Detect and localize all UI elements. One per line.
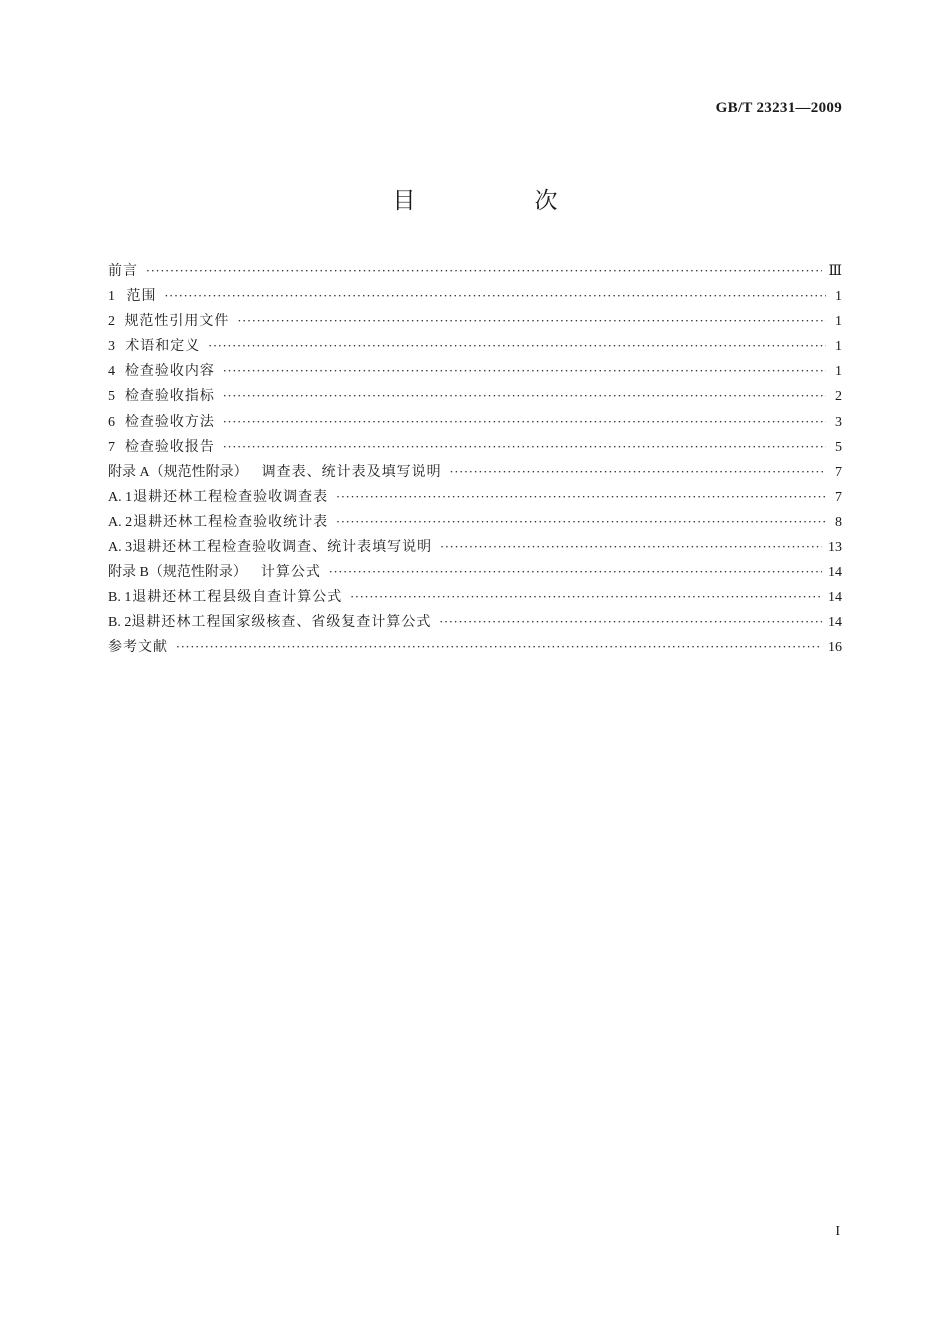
toc-entry-number: 2 [108,314,115,330]
toc-entry-page: 1 [835,364,842,380]
toc-leader-dots [223,384,826,409]
toc-leader-dots [223,435,826,460]
document-code: GB/T 23231—2009 [715,100,842,116]
toc-entry[interactable] [108,410,842,435]
toc-leader-dots [329,560,822,585]
toc-entry[interactable] [108,635,842,660]
toc-entry-page: Ⅲ [828,264,842,279]
toc-leader-dots [440,535,822,560]
toc-entry-label: 参考文献 [108,639,168,656]
toc-entry[interactable] [108,334,842,359]
page-title: 目 次 [392,188,606,214]
toc-entry-page: 5 [835,439,842,455]
toc-entry[interactable] [108,485,842,510]
toc-leader-dots [350,585,822,610]
toc-entry[interactable] [108,384,842,409]
toc-entry-label: 检查验收方法 [124,413,215,430]
toc-leader-dots [223,359,826,384]
toc-entry-page: 16 [828,640,842,656]
table-of-contents [108,259,842,661]
toc-entry[interactable] [108,460,842,485]
toc-entry-number: A. 2 [108,514,133,530]
toc-entry-page: 14 [828,615,842,631]
toc-entry[interactable] [108,585,842,610]
toc-entry-label: 退耕还林工程县级自查计算公式 [132,589,343,606]
toc-entry-page: 1 [835,314,842,330]
toc-entry-page: 2 [835,389,842,405]
toc-entry-label: 前言 [108,263,138,279]
toc-entry-page: 1 [835,339,842,355]
toc-entry-page: 7 [835,464,842,480]
toc-entry[interactable] [108,510,842,535]
toc-leader-dots [336,485,826,510]
toc-entry-number: 1 [108,289,115,305]
toc-leader-dots [237,309,826,334]
toc-leader-dots [439,610,822,635]
toc-entry-number: 5 [108,389,115,405]
toc-leader-dots [164,284,826,309]
toc-leader-dots [223,410,826,435]
toc-entry-number: 3 [108,339,115,355]
toc-entry-label: 检查验收内容 [124,363,215,380]
toc-entry-page: 14 [828,565,842,581]
toc-entry-number: 附录 B（规范性附录） [108,565,247,581]
toc-entry-number: B. 2 [108,615,132,631]
toc-entry[interactable] [108,610,842,635]
toc-entry-number: B. 1 [108,590,132,606]
toc-entry-number: A. 3 [108,540,133,556]
toc-entry[interactable] [108,535,842,560]
toc-entry-page: 3 [835,414,842,430]
toc-entry-page: 14 [828,590,842,606]
toc-entry-number: 6 [108,414,115,430]
toc-entry-label: 计算公式 [260,564,321,581]
toc-entry-label: 退耕还林工程检查验收统计表 [133,513,329,530]
toc-entry-label: 检查验收指标 [124,388,215,405]
toc-entry[interactable] [108,259,842,284]
toc-entry[interactable] [108,284,842,309]
toc-entry-label: 检查验收报告 [124,438,215,455]
toc-entry[interactable] [108,435,842,460]
toc-entry-label: 范围 [126,288,157,305]
toc-entry[interactable] [108,560,842,585]
toc-entry[interactable] [108,309,842,334]
toc-entry-page: 13 [828,540,842,556]
toc-leader-dots [450,460,826,485]
toc-entry-label: 退耕还林工程检查验收调查、统计表填写说明 [132,539,433,556]
toc-entry-number: 4 [108,364,115,380]
toc-entry-page: 7 [835,489,842,505]
toc-leader-dots [336,510,826,535]
page-number: I [835,1224,840,1239]
toc-entry-number: 附录 A（规范性附录） [108,464,248,480]
toc-entry-page: 1 [835,289,842,305]
toc-entry-label: 术语和定义 [125,338,201,355]
toc-leader-dots [208,334,826,359]
toc-entry[interactable] [108,359,842,384]
toc-entry-label: 退耕还林工程国家级核查、省级复查计算公式 [131,614,432,631]
toc-entry-label: 退耕还林工程检查验收调查表 [133,488,329,505]
toc-entry-page: 8 [835,514,842,530]
toc-entry-label: 规范性引用文件 [124,313,230,330]
toc-entry-number: 7 [108,439,115,455]
toc-entry-number: A. 1 [108,489,133,505]
toc-entry-label: 调查表、统计表及填写说明 [261,463,442,480]
toc-leader-dots [146,259,822,284]
toc-leader-dots [176,635,822,660]
